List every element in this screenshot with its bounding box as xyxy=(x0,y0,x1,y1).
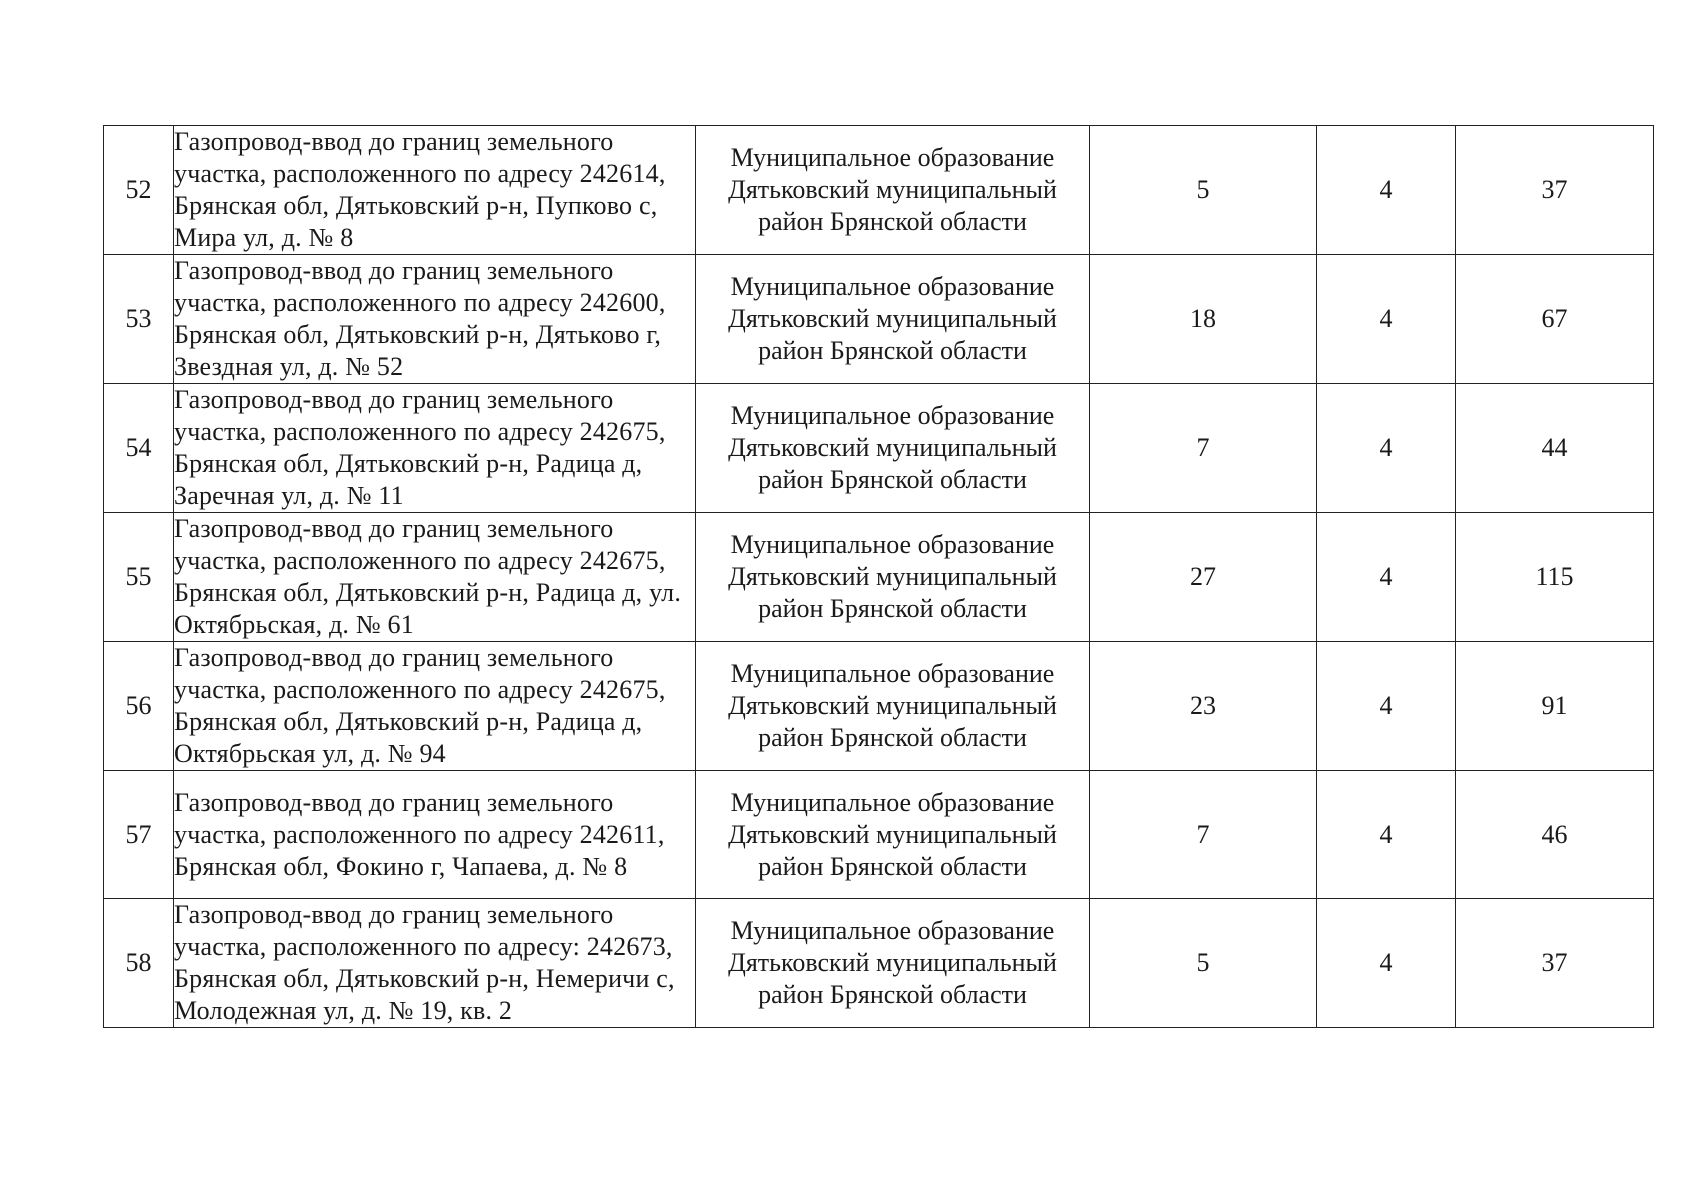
owner-name-text: Муниципальное образование Дятьковский муниципальный район Брянской области xyxy=(728,143,1057,236)
row-number: 53 xyxy=(104,255,174,384)
object-description xyxy=(174,126,696,255)
owner-name xyxy=(696,384,1090,513)
table-row xyxy=(104,255,1654,384)
value-column-3: 46 xyxy=(1456,771,1654,899)
value-column-2: 4 xyxy=(1317,899,1456,1028)
owner-name xyxy=(696,899,1090,1028)
table-row xyxy=(104,126,1654,255)
owner-name xyxy=(696,255,1090,384)
row-number: 52 xyxy=(104,126,174,255)
object-description xyxy=(174,384,696,513)
row-number: 56 xyxy=(104,642,174,771)
row-number: 58 xyxy=(104,899,174,1028)
owner-name-text: Муниципальное образование Дятьковский муниципальный район Брянской области xyxy=(728,659,1057,752)
value-column-3: 115 xyxy=(1456,513,1654,642)
value-column-2: 4 xyxy=(1317,255,1456,384)
table-row xyxy=(104,771,1654,899)
value-column-3: 44 xyxy=(1456,384,1654,513)
value-column-2: 4 xyxy=(1317,126,1456,255)
value-column-1: 5 xyxy=(1090,126,1317,255)
row-number: 55 xyxy=(104,513,174,642)
object-description xyxy=(174,255,696,384)
object-description-text: Газопровод-ввод до границ земельного участка, расположенного по адресу 242614, Брянская обл, Дятьковский р-н, Пупково с, Мира ул, д. № 8 xyxy=(174,127,666,252)
owner-name xyxy=(696,126,1090,255)
table-body xyxy=(104,126,1654,1028)
owner-name-text: Муниципальное образование Дятьковский муниципальный район Брянской области xyxy=(728,530,1057,623)
object-description xyxy=(174,899,696,1028)
value-column-2: 4 xyxy=(1317,384,1456,513)
value-column-3: 37 xyxy=(1456,126,1654,255)
value-column-2: 4 xyxy=(1317,771,1456,899)
owner-name xyxy=(696,513,1090,642)
owner-name-text: Муниципальное образование Дятьковский муниципальный район Брянской области xyxy=(728,401,1057,494)
value-column-1: 7 xyxy=(1090,384,1317,513)
row-number: 54 xyxy=(104,384,174,513)
gas-pipeline-registry-table xyxy=(103,125,1654,1028)
object-description xyxy=(174,771,696,899)
value-column-3: 67 xyxy=(1456,255,1654,384)
row-number: 57 xyxy=(104,771,174,899)
value-column-3: 91 xyxy=(1456,642,1654,771)
object-description-text: Газопровод-ввод до границ земельного участка, расположенного по адресу 242675, Брянская обл, Дятьковский р-н, Радица д, Заречная ул, д. № 11 xyxy=(174,385,666,510)
table-row xyxy=(104,513,1654,642)
value-column-1: 18 xyxy=(1090,255,1317,384)
table-row xyxy=(104,642,1654,771)
value-column-1: 7 xyxy=(1090,771,1317,899)
owner-name xyxy=(696,771,1090,899)
object-description-text: Газопровод-ввод до границ земельного участка, расположенного по адресу 242600, Брянская обл, Дятьковский р-н, Дятьково г, Звездная ул, д. № 52 xyxy=(174,256,666,381)
value-column-1: 23 xyxy=(1090,642,1317,771)
value-column-1: 5 xyxy=(1090,899,1317,1028)
owner-name-text: Муниципальное образование Дятьковский муниципальный район Брянской области xyxy=(728,916,1057,1009)
object-description-text: Газопровод-ввод до границ земельного участка, расположенного по адресу 242675, Брянская обл, Дятьковский р-н, Радица д, ул. Октябрьская, д. № 61 xyxy=(174,514,682,639)
owner-name-text: Муниципальное образование Дятьковский муниципальный район Брянской области xyxy=(728,787,1057,881)
value-column-2: 4 xyxy=(1317,513,1456,642)
object-description-text: Газопровод-ввод до границ земельного участка, расположенного по адресу 242675, Брянская обл, Дятьковский р-н, Радица д, Октябрьская ул, д. № 94 xyxy=(174,643,666,768)
object-description xyxy=(174,642,696,771)
owner-name-text: Муниципальное образование Дятьковский муниципальный район Брянской области xyxy=(728,272,1057,365)
table-row xyxy=(104,899,1654,1028)
object-description-text: Газопровод-ввод до границ земельного участка, расположенного по адресу: 242673, Брянская обл, Дятьковский р-н, Немеричи с, Молодежная ул, д. № 19, кв. 2 xyxy=(174,900,675,1025)
owner-name xyxy=(696,642,1090,771)
object-description-text: Газопровод-ввод до границ земельного участка, расположенного по адресу 242611, Брянская обл, Фокино г, Чапаева, д. № 8 xyxy=(174,787,665,881)
object-description xyxy=(174,513,696,642)
value-column-2: 4 xyxy=(1317,642,1456,771)
table-row xyxy=(104,384,1654,513)
value-column-1: 27 xyxy=(1090,513,1317,642)
value-column-3: 37 xyxy=(1456,899,1654,1028)
